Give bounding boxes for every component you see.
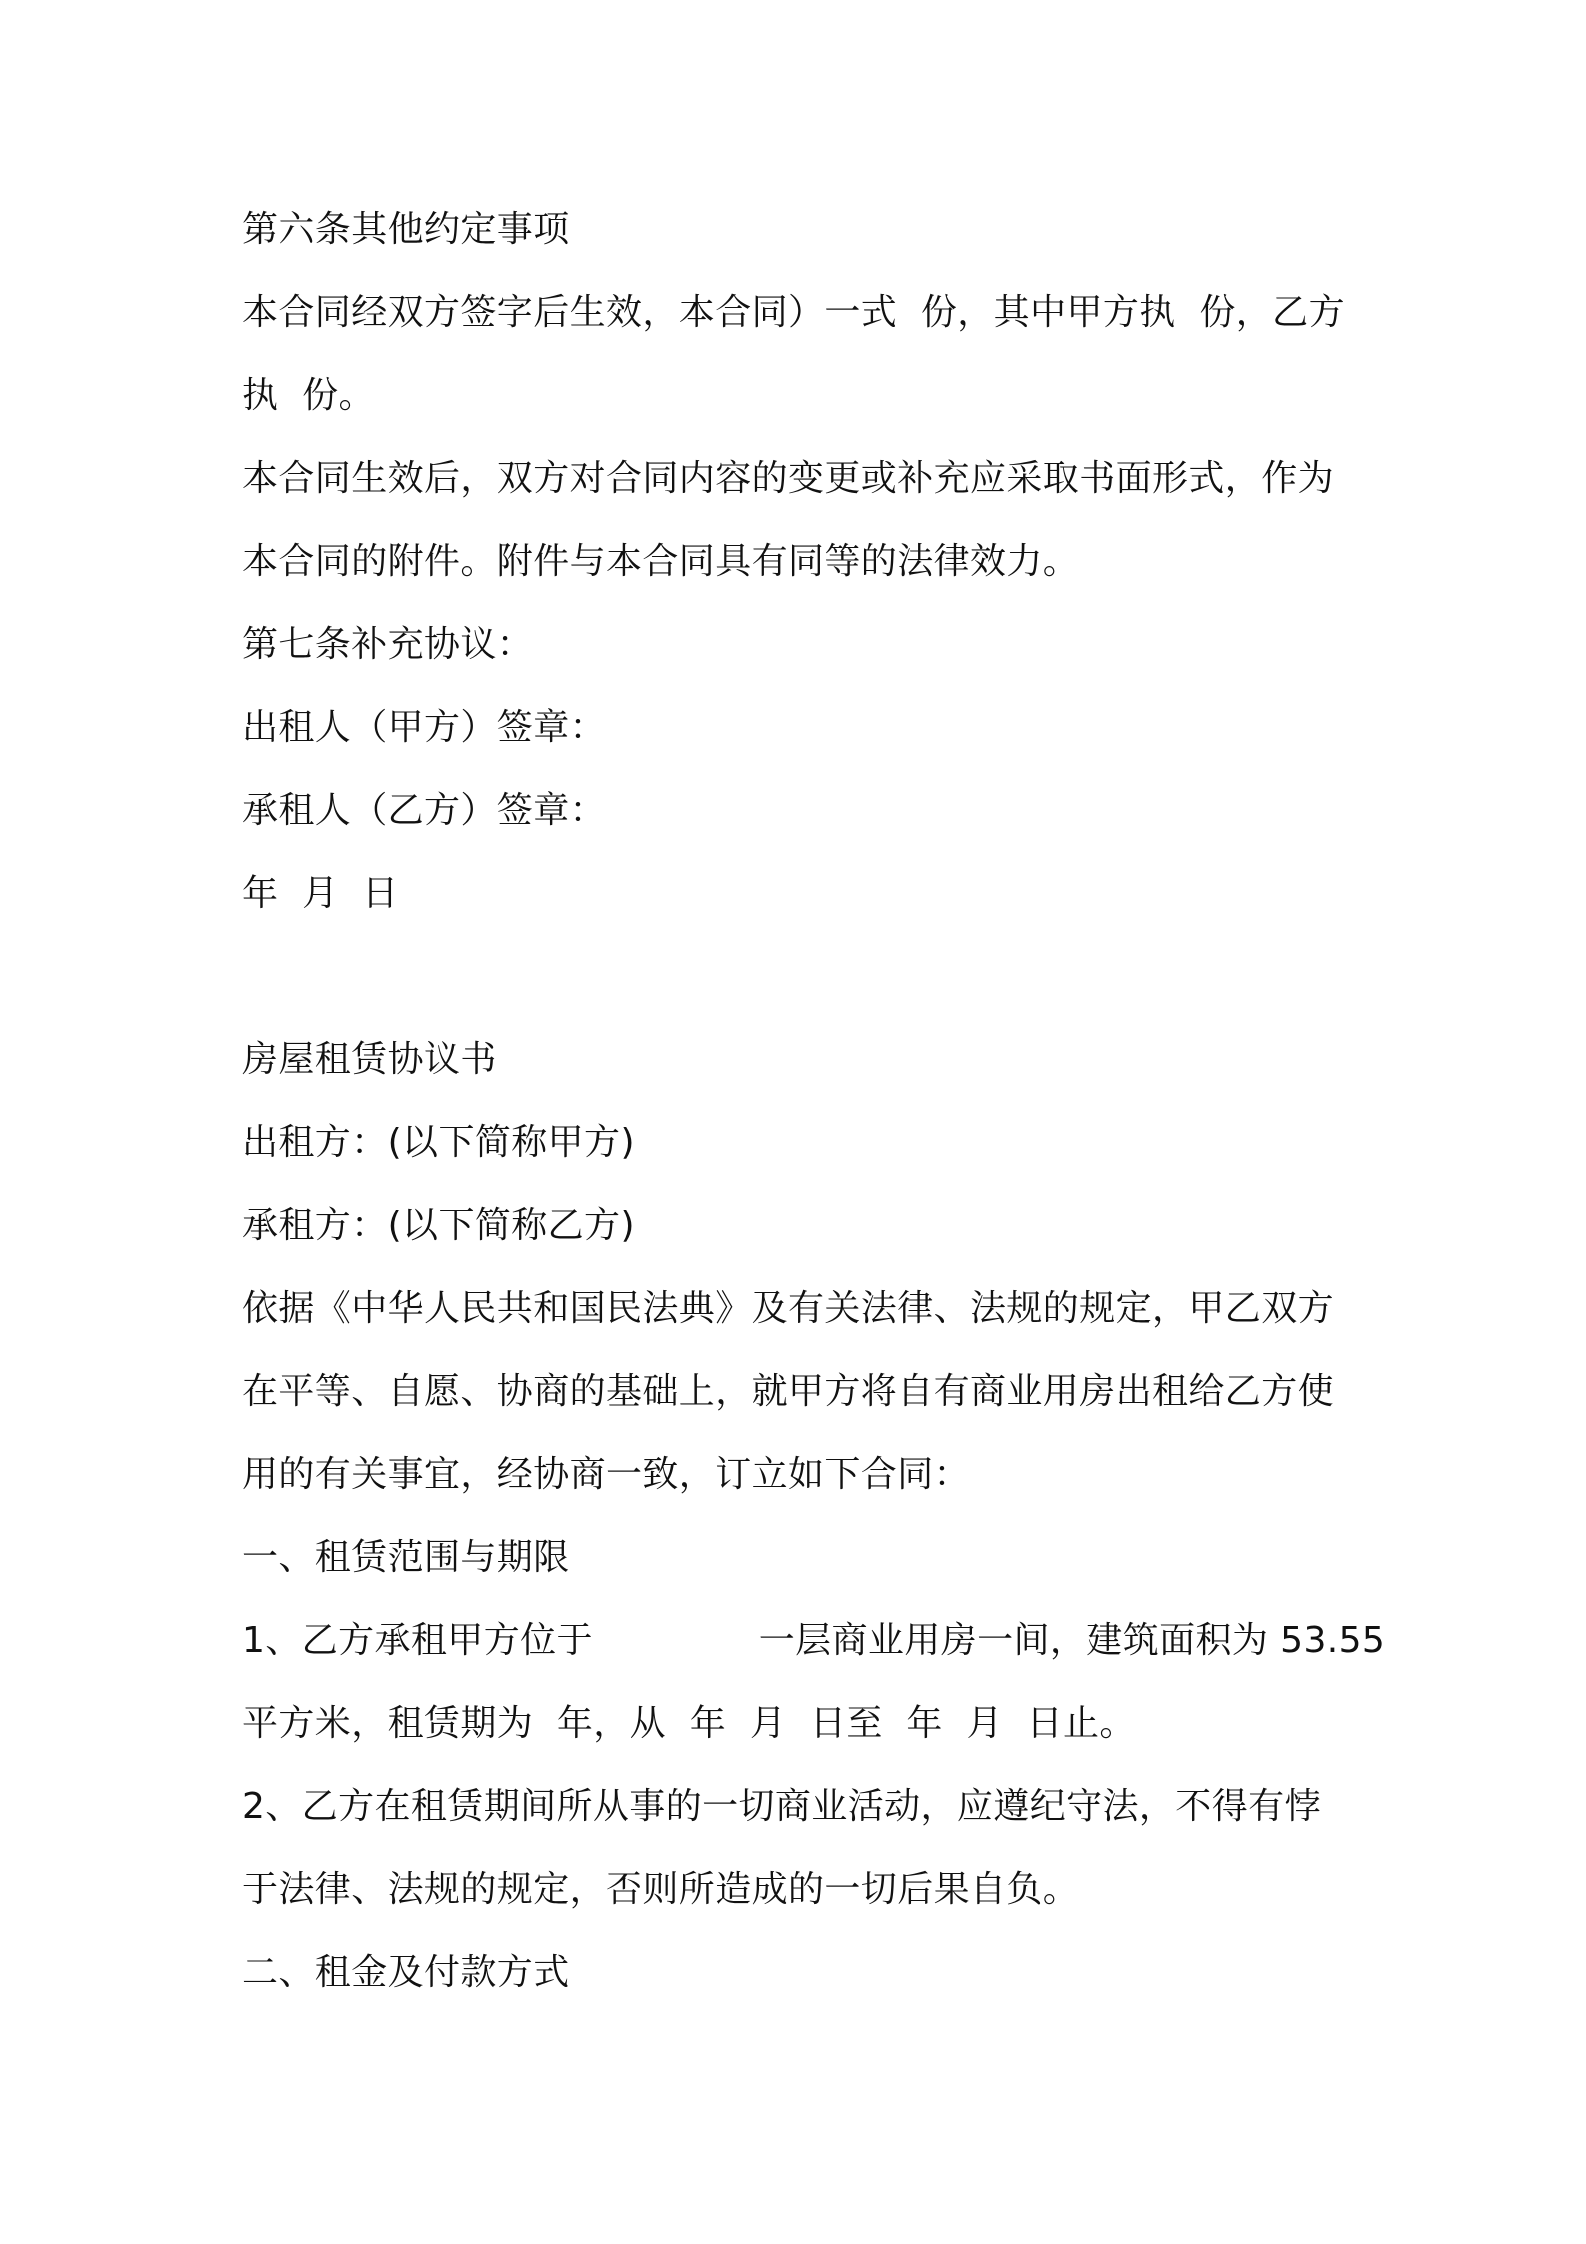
date-line: 年 月 日 xyxy=(242,873,399,914)
paragraph-line: 2、乙方在租赁期间所从事的一切商业活动，应遵纪守法，不得有悖 xyxy=(242,1786,1321,1827)
lessee-line: 承租方：(以下简称乙方) xyxy=(242,1205,635,1246)
paragraph-line: 于法律、法规的规定，否则所造成的一切后果自负。 xyxy=(242,1869,1080,1910)
lessee-signature-line: 承租人（乙方）签章： xyxy=(242,790,607,831)
document-title: 房屋租赁协议书 xyxy=(242,1039,497,1080)
paragraph-line: 本合同经双方签字后生效，本合同）一式 份，其中甲方执 份，乙方 xyxy=(242,292,1345,333)
paragraph-line: 本合同生效后，双方对合同内容的变更或补充应采取书面形式，作为 xyxy=(242,458,1335,499)
section-heading-other-terms: 第六条其他约定事项 xyxy=(242,209,570,250)
paragraph-line: 1、乙方承租甲方位于 一层商业用房一间，建筑面积为 53.55 xyxy=(242,1620,1386,1661)
paragraph-line: 依据《中华人民共和国民法典》及有关法律、法规的规定，甲乙双方 xyxy=(242,1288,1335,1329)
paragraph-line: 平方米，租赁期为 年，从 年 月 日至 年 月 日止。 xyxy=(242,1703,1136,1744)
lessor-signature-line: 出租人（甲方）签章： xyxy=(242,707,607,748)
section-heading-rent: 二、租金及付款方式 xyxy=(242,1952,570,1993)
paragraph-line: 用的有关事宜，经协商一致，订立如下合同： xyxy=(242,1454,971,1495)
section-heading-supplement: 第七条补充协议： xyxy=(242,624,534,665)
paragraph-line: 在平等、自愿、协商的基础上，就甲方将自有商业用房出租给乙方使 xyxy=(242,1371,1335,1412)
paragraph-line: 执 份。 xyxy=(242,375,375,416)
lessor-line: 出租方：(以下简称甲方) xyxy=(242,1122,635,1163)
paragraph-line: 本合同的附件。附件与本合同具有同等的法律效力。 xyxy=(242,541,1080,582)
section-heading-scope: 一、租赁范围与期限 xyxy=(242,1537,570,1578)
